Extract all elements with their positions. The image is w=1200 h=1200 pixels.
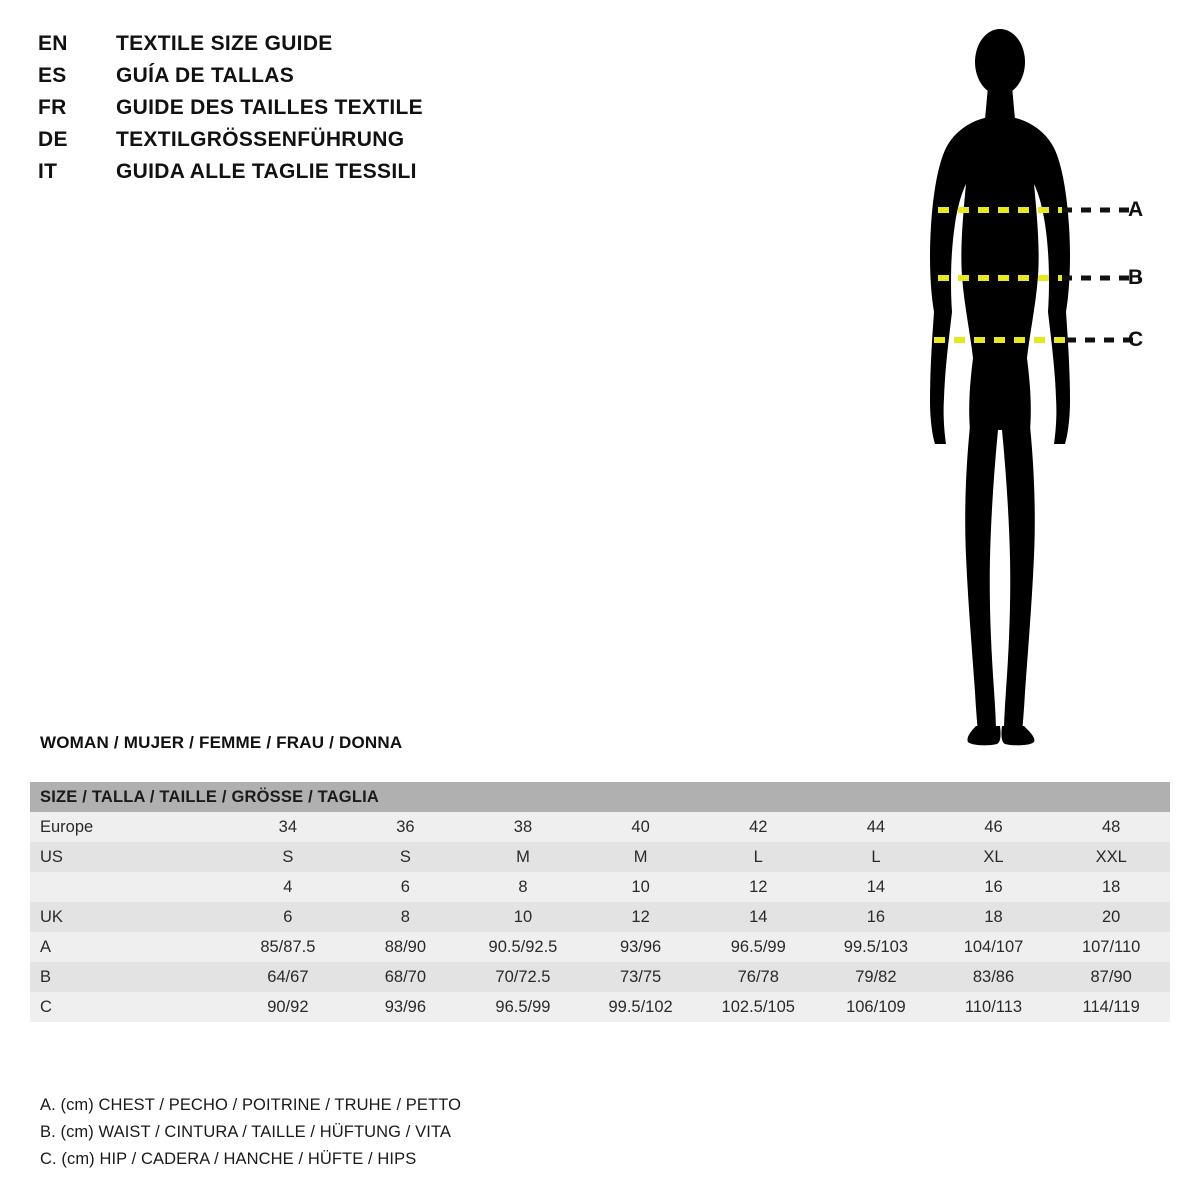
table-body [30,812,1170,1022]
cell: 16 [935,872,1053,902]
title-lang-en: EN [38,32,68,55]
cell: 36 [347,812,464,842]
row-label-b: B [30,962,229,992]
table-row [30,932,1170,962]
cell: 48 [1052,812,1170,842]
cell: 18 [935,902,1053,932]
cell: 104/107 [935,932,1053,962]
footnote-a: A. (cm) CHEST / PECHO / POITRINE / TRUHE / PETTO [40,1096,462,1114]
cell: 114/119 [1052,992,1170,1022]
cell: 10 [464,902,582,932]
cell: 99.5/103 [817,932,935,962]
cell: 85/87.5 [229,932,347,962]
cell: 46 [935,812,1053,842]
title-text-it: GUIDA ALLE TAGLIE TESSILI [116,160,417,183]
cell: XXL [1052,842,1170,872]
cell: 6 [229,902,347,932]
marker-label-c: C [1128,328,1144,351]
cell: 20 [1052,902,1170,932]
cell: 106/109 [817,992,935,1022]
cell: 110/113 [935,992,1053,1022]
marker-label-a: A [1128,198,1144,221]
cell: 14 [699,902,817,932]
cell: 4 [229,872,347,902]
table-header [30,782,1170,812]
cell: 90.5/92.5 [464,932,582,962]
cell: 96.5/99 [464,992,582,1022]
cell: 102.5/105 [699,992,817,1022]
section-heading: WOMAN / MUJER / FEMME / FRAU / DONNA [40,733,403,752]
table-row [30,842,1170,872]
footnotes [40,1092,740,1173]
cell: 12 [699,872,817,902]
title-lang-es: ES [38,64,67,87]
cell: 96.5/99 [699,932,817,962]
cell: 38 [464,812,582,842]
cell: 93/96 [347,992,464,1022]
title-lang-fr: FR [38,96,67,119]
cell: 68/70 [347,962,464,992]
cell: 12 [582,902,700,932]
title-row-it [38,160,558,190]
row-label-us: US [30,842,229,872]
cell: L [817,842,935,872]
cell: M [464,842,582,872]
table-row [30,812,1170,842]
table-header-row [30,782,1170,812]
table-row [30,872,1170,902]
cell: 8 [347,902,464,932]
cell: S [229,842,347,872]
cell: 83/86 [935,962,1053,992]
title-text-fr: GUIDE DES TAILLES TEXTILE [116,96,423,119]
title-row-fr [38,96,558,126]
cell: XL [935,842,1053,872]
title-lang-de: DE [38,128,68,151]
footnote-c: C. (cm) HIP / CADERA / HANCHE / HÜFTE / HIPS [40,1150,417,1168]
cell: 8 [464,872,582,902]
table-row [30,992,1170,1022]
cell: 64/67 [229,962,347,992]
cell: 70/72.5 [464,962,582,992]
cell: 6 [347,872,464,902]
cell: 99.5/102 [582,992,700,1022]
cell: 44 [817,812,935,842]
cell: M [582,842,700,872]
cell: 93/96 [582,932,700,962]
table-header-cell: SIZE / TALLA / TAILLE / GRÖSSE / TAGLIA [30,782,1170,812]
cell: 40 [582,812,700,842]
cell: 87/90 [1052,962,1170,992]
title-row-es [38,64,558,94]
table-row [30,902,1170,932]
cell: 107/110 [1052,932,1170,962]
cell: 14 [817,872,935,902]
female-body-silhouette-icon [860,20,1180,760]
title-row-de [38,128,558,158]
cell: 42 [699,812,817,842]
cell: 18 [1052,872,1170,902]
cell: 34 [229,812,347,842]
footnote-b: B. (cm) WAIST / CINTURA / TAILLE / HÜFTUNG / VITA [40,1123,452,1141]
row-label-europe: Europe [30,812,229,842]
size-table [30,782,1170,1022]
cell: 79/82 [817,962,935,992]
row-label-c: C [30,992,229,1022]
cell: 16 [817,902,935,932]
title-block [38,32,558,192]
title-lang-it: IT [38,160,58,183]
row-label-a: A [30,932,229,962]
cell: 88/90 [347,932,464,962]
cell: S [347,842,464,872]
marker-label-b: B [1128,266,1144,289]
cell: 76/78 [699,962,817,992]
cell: 10 [582,872,700,902]
title-row-en [38,32,558,62]
cell: L [699,842,817,872]
title-text-es: GUÍA DE TALLAS [116,64,295,87]
row-label-us-numeric [30,872,229,902]
cell: 90/92 [229,992,347,1022]
cell: 73/75 [582,962,700,992]
title-text-de: TEXTILGRÖSSENFÜHRUNG [116,128,405,151]
title-text-en: TEXTILE SIZE GUIDE [116,32,333,55]
row-label-uk: UK [30,902,229,932]
table-row [30,962,1170,992]
measurement-figure [860,20,1180,760]
